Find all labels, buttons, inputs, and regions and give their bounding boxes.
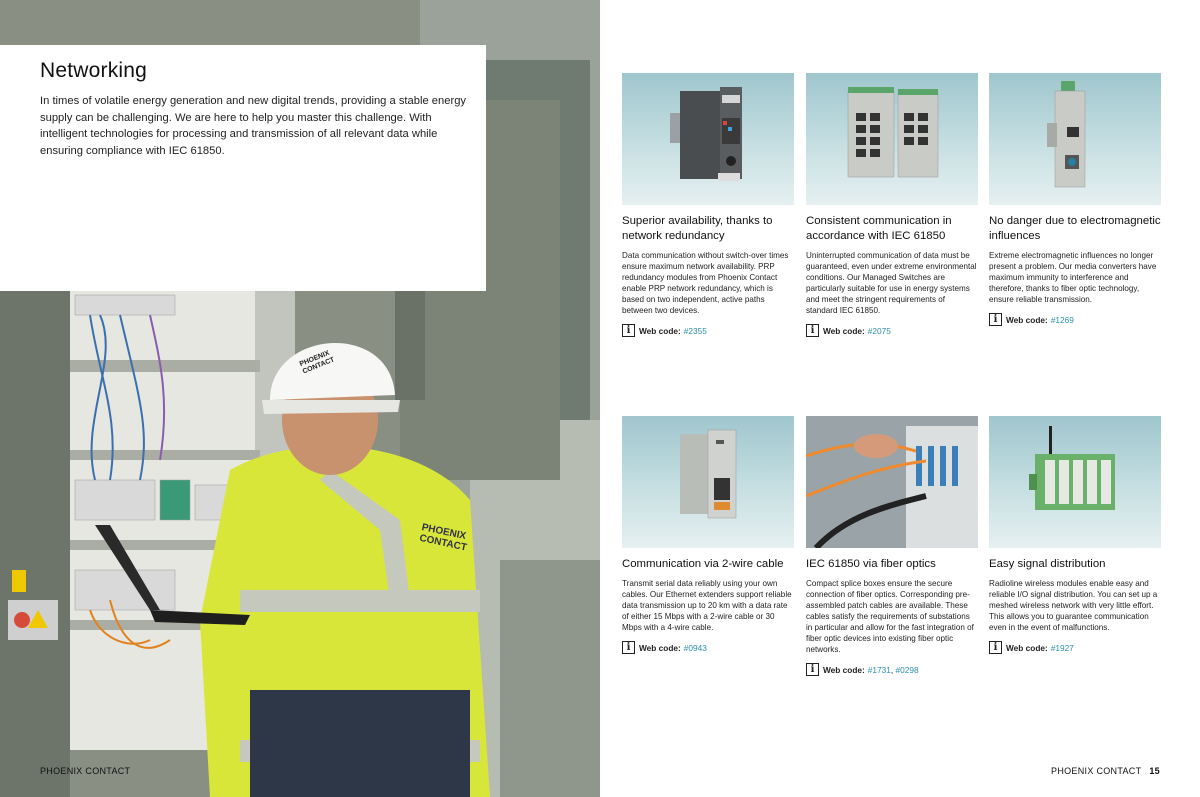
- card-description: Extreme electromagnetic influences no longer present a problem. Our media converters have maximum immunity to interference and therefore, thanks to fiber optic technology, ensure reliable transmission.: [989, 251, 1157, 304]
- webcode-label: Web code:: [823, 664, 865, 675]
- webcode-link[interactable]: #1927: [1050, 642, 1074, 653]
- info-icon: i: [989, 313, 1002, 326]
- product-image-managed-switches: [806, 73, 978, 205]
- card-iec61850-switches: [806, 73, 978, 337]
- webcode-link[interactable]: #2355: [683, 325, 707, 336]
- product-image-fiber-patch: [806, 416, 978, 548]
- card-title: Superior availability, thanks to network redundancy: [622, 215, 773, 242]
- footer-right: [1051, 766, 1160, 776]
- intro-panel: [0, 45, 486, 291]
- helmet-logo: PHOENIX CONTACT: [298, 349, 336, 376]
- card-description: Radioline wireless modules enable easy and reliable I/O signal distribution. You can set up a meshed wireless network with very little effort. This allows you to guarantee communication even in the event of malfunctions.: [989, 579, 1158, 632]
- webcode-link[interactable]: #1731: [867, 664, 891, 675]
- webcode-row: [989, 313, 1161, 326]
- webcode-link[interactable]: #0298: [895, 664, 919, 675]
- card-title: No danger due to electromagnetic influences: [989, 215, 1161, 242]
- product-image-media-converter: [989, 73, 1161, 205]
- webcode-row: [622, 324, 794, 337]
- card-ethernet-extender: [622, 416, 794, 654]
- card-radioline: [989, 416, 1161, 654]
- page-number: 15: [1149, 766, 1160, 776]
- info-icon: i: [806, 663, 819, 676]
- card-description: Uninterrupted communication of data must be guaranteed, even under extreme environmental conditions. Our Managed Switches are particularly suitable for use in energy systems and meet the stringent requirements of standard IEC 61850.: [806, 251, 977, 315]
- card-description: Data communication without switch-over times ensure maximum network availability. PRP redundancy modules from Phoenix Contact enable PRP network redundancy, which is based on two independent, active paths between two devices.: [622, 251, 789, 315]
- card-title: Communication via 2-wire cable: [622, 558, 784, 570]
- card-description: Transmit serial data reliably using your own cables. Our Ethernet extenders support reliable data transmission up to 20 km with a data rate of either 15 Mbps with a 2-wire cable or 30 Mbps with a 4-wire cable.: [622, 579, 792, 632]
- info-icon: i: [622, 641, 635, 654]
- footer-brand-right: PHOENIX CONTACT: [1051, 766, 1142, 776]
- info-icon: i: [806, 324, 819, 337]
- card-prp-redundancy: [622, 73, 794, 337]
- product-image-radioline-modules: [989, 416, 1161, 548]
- webcode-link[interactable]: #0943: [683, 642, 707, 653]
- intro-paragraph: In times of volatile energy generation and new digital trends, providing a stable energy supply can be challenging. We are here to help you master this challenge. With intelligent technologies for processing and transmission of all relevant data while ensuring compliance with IEC 61850.: [40, 95, 467, 157]
- product-image-prp-module: [622, 73, 794, 205]
- card-description: Compact splice boxes ensure the secure connection of fiber optics. Corresponding pre-assembled patch cables are available. These cables satisfy the requirements of substations in particular and allow for the fast integration of fiber optic devices into existing fiber optic networks.: [806, 579, 974, 654]
- product-image-ethernet-extender: [622, 416, 794, 548]
- card-fiber-optics: [806, 416, 978, 676]
- footer-brand-left: PHOENIX CONTACT: [40, 766, 131, 776]
- webcode-link[interactable]: #2075: [867, 325, 891, 336]
- webcode-row: [622, 641, 794, 654]
- webcode-label: Web code:: [1006, 314, 1048, 325]
- card-title: Easy signal distribution: [989, 558, 1106, 570]
- webcode-link[interactable]: #1269: [1050, 314, 1074, 325]
- card-media-converter: [989, 73, 1161, 326]
- webcode-label: Web code:: [639, 325, 681, 336]
- page-title: Networking: [40, 59, 148, 82]
- webcode-row: [806, 324, 978, 337]
- info-icon: i: [989, 641, 1002, 654]
- card-title: Consistent communication in accordance with IEC 61850: [806, 215, 952, 242]
- card-title: IEC 61850 via fiber optics: [806, 558, 936, 570]
- webcode-label: Web code:: [1006, 642, 1048, 653]
- info-icon: i: [622, 324, 635, 337]
- jacket-logo: PHOENIX CONTACT: [418, 522, 468, 554]
- webcode-label: Web code:: [823, 325, 865, 336]
- webcode-label: Web code:: [639, 642, 681, 653]
- webcode-row: [989, 641, 1161, 654]
- webcode-row: i Web code: #1731 , #0298: [806, 663, 978, 676]
